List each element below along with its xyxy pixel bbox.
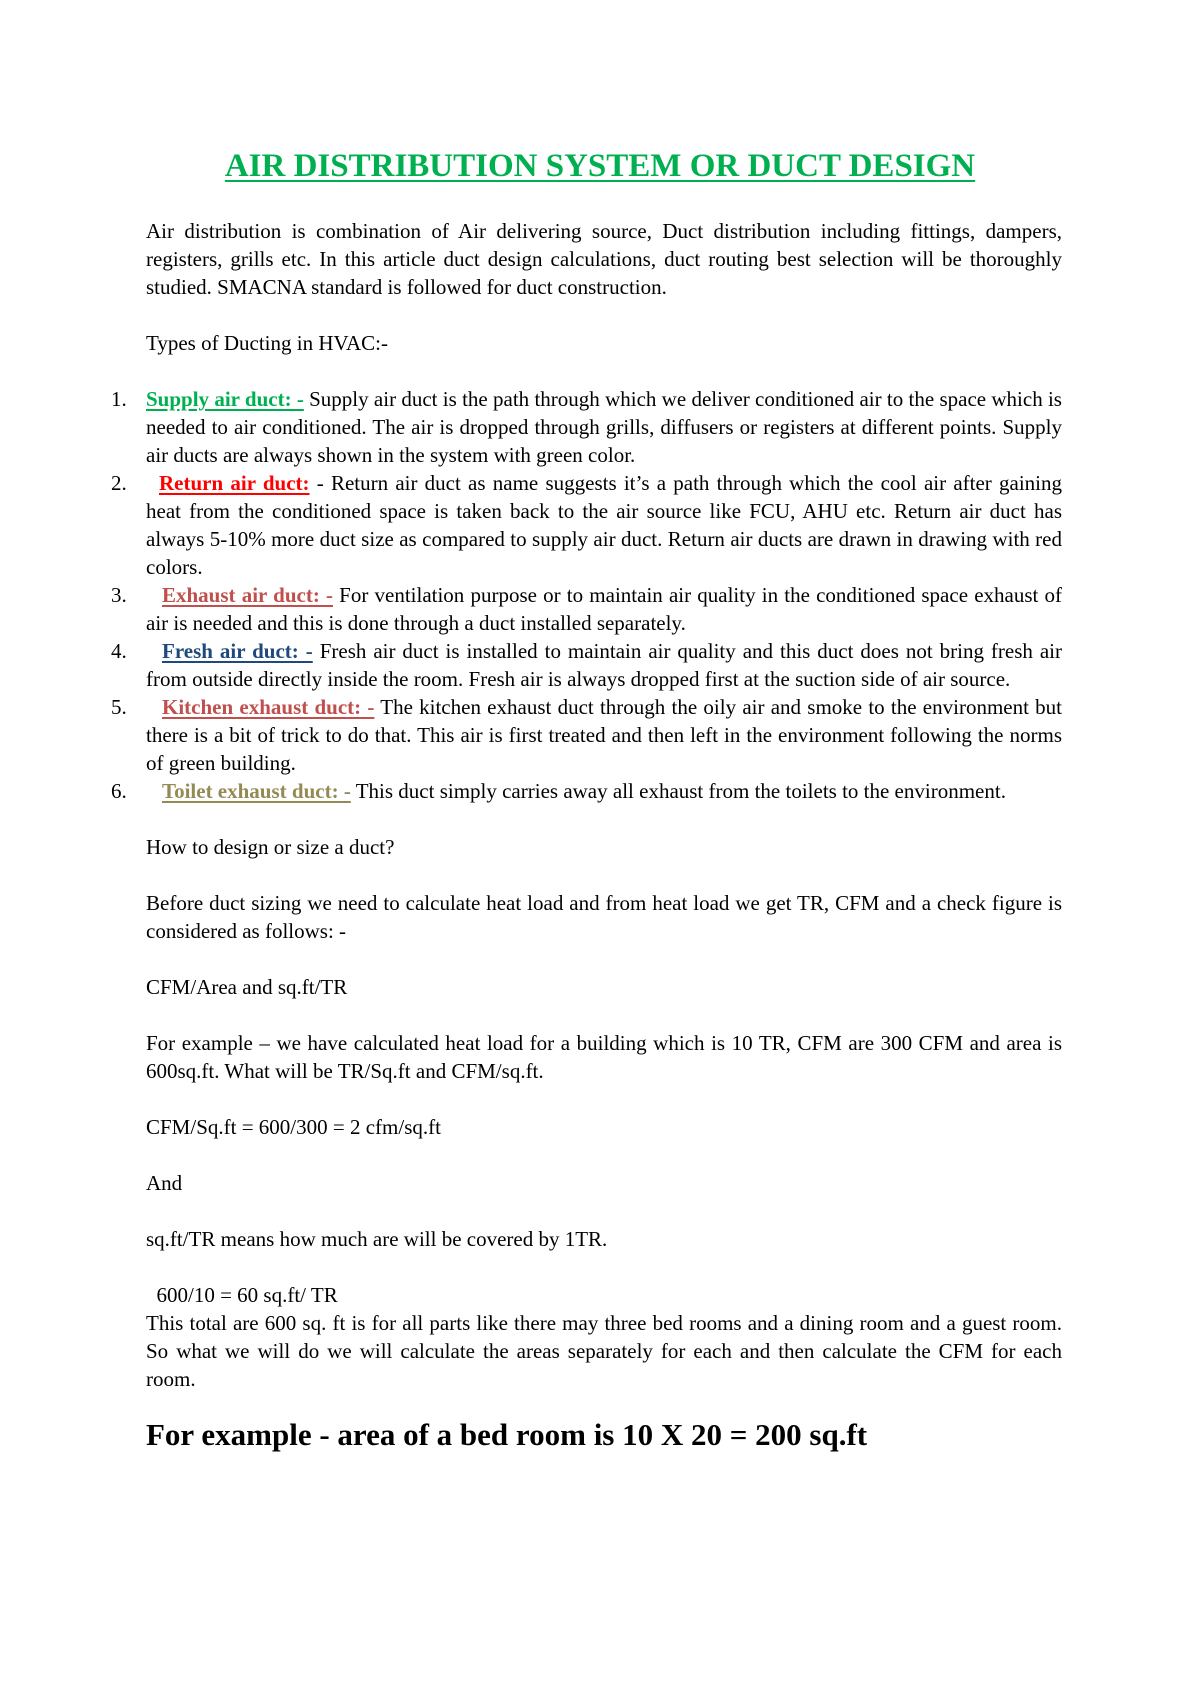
and-line: And (146, 1171, 183, 1195)
list-number: 3. (111, 583, 127, 607)
description-supply: Supply air duct is the path through which we deliver conditioned air to the space which is needed to air conditioned. The air is dropped through grills, diffusers or registers at different points. Supply air ducts are always shown in the system with green color. (146, 387, 1062, 467)
description-exhaust: For ventilation purpose or to maintain air quality in the conditioned space exhaust of air is needed and this is done through a duct installed separately. (146, 583, 1063, 635)
document-title: AIR DISTRIBUTION SYSTEM OR DUCT DESIGN (224, 148, 976, 184)
list-item-toilet (111, 777, 1062, 805)
term-supply-air-duct: Supply air duct: - (146, 387, 304, 411)
list-item-fresh (111, 637, 1062, 693)
description-toilet: This duct simply carries away all exhaust from the toilets to the environment. (350, 779, 1006, 803)
how-to-heading: How to design or size a duct? (146, 835, 395, 859)
term-fresh-air-duct: Fresh air duct: - (162, 639, 313, 663)
list-item-exhaust (111, 581, 1063, 637)
description-fresh: Fresh air duct is installed to maintain air quality and this duct does not bring fresh air from outside directly inside the room. Fresh air is always dropped first at the suction side of air source. (146, 639, 1062, 691)
list-item-kitchen (111, 693, 1063, 777)
document-body (111, 217, 1063, 1455)
types-heading: Types of Ducting in HVAC:- (146, 331, 388, 355)
list-item-return (111, 469, 1062, 581)
description-return: - Return air duct as name suggests it’s a path through which the cool air after gaining heat from the conditioned space is taken back to the air source like FCU, AHU etc. Return air duct has always 5-10% more duct size as compared to supply air duct. Return air ducts are drawn in drawing with red colors. (146, 471, 1062, 579)
cfm-area-line: CFM/Area and sq.ft/TR (146, 975, 348, 999)
calculation-cfm-sqft: CFM/Sq.ft = 600/300 = 2 cfm/sq.ft (146, 1115, 441, 1139)
total-area-paragraph: This total are 600 sq. ft is for all parts like there may three bed rooms and a dining room and a guest room. So what we will do we will calculate the areas separately for each and then calculate the CFM for each room. (146, 1311, 1062, 1391)
sqft-tr-line: sq.ft/TR means how much are will be covered by 1TR. (146, 1227, 608, 1251)
calculation-sqft-tr: 600/10 = 60 sq.ft/ TR (146, 1283, 338, 1307)
list-item-supply (111, 385, 1062, 469)
list-number: 5. (111, 695, 127, 719)
term-kitchen-exhaust-duct: Kitchen exhaust duct: - (162, 695, 375, 719)
term-return-air-duct: Return air duct: (159, 471, 310, 495)
term-exhaust-air-duct: Exhaust air duct: - (162, 583, 333, 607)
intro-paragraph: Air distribution is combination of Air delivering source, Duct distribution including fittings, dampers, registers, grills etc. In this article duct design calculations, duct routing best selection will be thoroughly studied. SMACNA standard is followed for duct construction. (146, 219, 1062, 299)
list-number: 4. (111, 639, 127, 663)
list-number: 1. (111, 387, 127, 411)
description-kitchen: The kitchen exhaust duct through the oily air and smoke to the environment but there is a bit of trick to do that. This air is first treated and then left in the environment following the norms of green building. (146, 695, 1063, 775)
list-number: 6. (111, 779, 127, 803)
duct-types-list (111, 385, 1063, 805)
before-paragraph: Before duct sizing we need to calculate heat load and from heat load we get TR, CFM and a check figure is considered as follows: - (146, 891, 1062, 943)
list-number: 2. (111, 471, 127, 495)
term-toilet-exhaust-duct: Toilet exhaust duct: - (162, 779, 351, 803)
bold-example-line: For example - area of a bed room is 10 X 20 = 200 sq.ft (146, 1417, 868, 1452)
example-paragraph: For example – we have calculated heat load for a building which is 10 TR, CFM are 300 CFM and area is 600sq.ft. What will be TR/Sq.ft and CFM/sq.ft. (146, 1031, 1062, 1083)
